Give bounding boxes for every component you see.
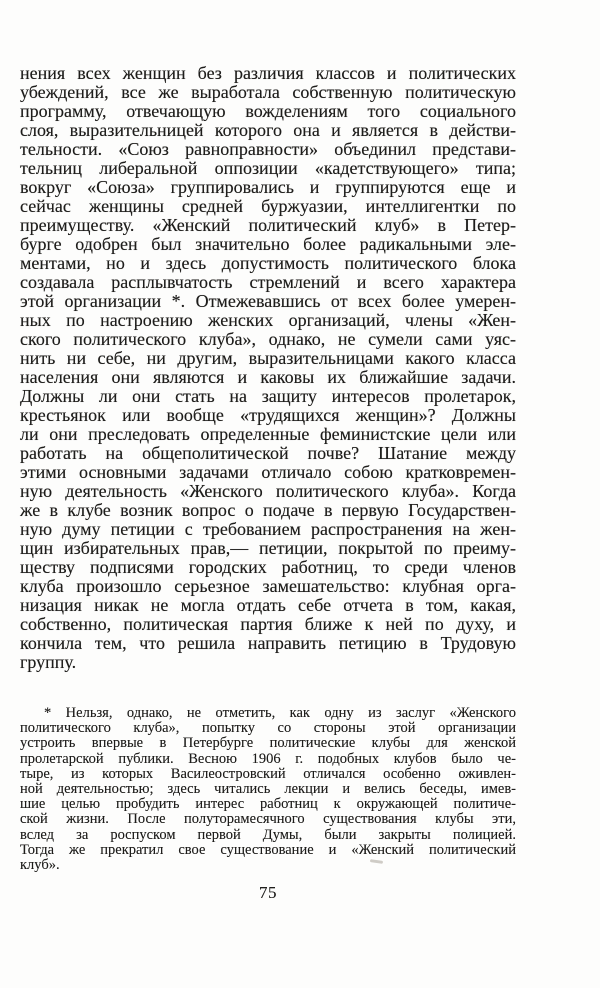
text-line: тельности. «Союз равноправности» объединил представи- [20,139,516,159]
text-line: бурге одобрен был значительно более радикальными эле- [20,234,516,254]
text-line: этими основными задачами отличало собою кратковремен- [20,462,516,482]
text-line: ную думу петиции с требованием распространения на жен- [20,519,516,539]
text-line: слоя, выразительницей которого она и является в действи- [20,120,516,140]
text-line: кончила тем, что решила направить петицию в Трудовую [20,633,516,653]
text-line: ментами, но и здесь допустимость политического блока [20,253,516,273]
text-line: этой организации *. Отмежевавшись от всех более умерен- [20,291,516,311]
text-line: нить ни себе, ни другим, выразительницами какого класса [20,348,516,368]
text-line: пролетарской публики. Весною 1906 г. подобных клубов было че- [20,750,516,767]
text-line: щин избирательных прав,— петиции, покрытой по преиму- [20,538,516,558]
text-line: ществу подписями городских работниц, то среди членов [20,557,516,577]
text-line: крестьянок или вообще «трудящихся женщин»? Должны [20,405,516,425]
text-line: преимуществу. «Женский политический клуб» в Петер- [20,215,516,235]
text-line: политического клуба», попытку со стороны этой организации [20,720,516,737]
text-line: тыре, из которых Василеостровский отличался особенно оживлен- [20,765,516,782]
text-line: программу, отвечающую вожделениям того социального [20,101,516,121]
text-line: группу. [20,652,77,672]
footnote-block [20,706,516,873]
text-line: тельниц либеральной оппозиции «кадетствующего» типа; [20,158,516,178]
text-line: ной деятельностью; здесь читались лекции и велись беседы, имев- [20,781,516,798]
text-line: Должны ли они стать на защиту интересов пролетарок, [20,386,516,406]
text-line: * Нельзя, однако, не отметить, как одну из заслуг «Женского [44,705,516,721]
text-line: ского политического клуба», однако, не сумели сами уяс- [20,329,516,349]
text-line: вокруг «Союза» группировались и группируются еще и [20,177,516,197]
page-number: 75 [259,883,277,902]
text-line: работать на общеполитической почве? Шатание между [20,443,516,463]
text-line: ную деятельность «Женского политического клуба». Когда [20,481,516,501]
text-line: убеждений, все же выработала собственную политическую [20,82,516,102]
text-line: ных по настроению женских организаций, члены «Жен- [20,310,516,330]
text-line: сейчас женщины средней буржуазии, интеллигентки по [20,196,516,216]
text-line: Тогда же прекратил свое существование и «Женский политический [20,841,516,858]
text-line: устроить впервые в Петербурге политические клубы для женской [20,735,516,752]
text-line: шие целью пробудить интерес работниц к окружающей политиче- [20,796,516,813]
text-line: клуба произошло серьезное замешательство: клубная орга- [20,576,516,596]
text-line: ской жизни. После полуторамесячного существования клубы эти, [20,811,516,828]
text-line: же в клубе возник вопрос о подаче в первую Государствен- [20,500,516,520]
text-line: нения всех женщин без различия классов и политических [20,63,516,83]
text-line: клуб». [20,857,60,874]
text-line: низация никак не могла отдать себе отчета в том, какая, [20,595,516,615]
text-line: населения они являются и каковы их ближайшие задачи. [20,367,516,387]
text-line: ли они преследовать определенные феминистские цели или [20,424,516,444]
text-line: вслед за роспуском первой Думы, были закрыты полицией. [20,826,516,843]
text-line: собственно, политическая партия ближе к ней по духу, и [20,614,516,634]
main-text-block [20,64,516,672]
text-line: создавала расплывчатость стремлений и всего характера [20,272,516,292]
